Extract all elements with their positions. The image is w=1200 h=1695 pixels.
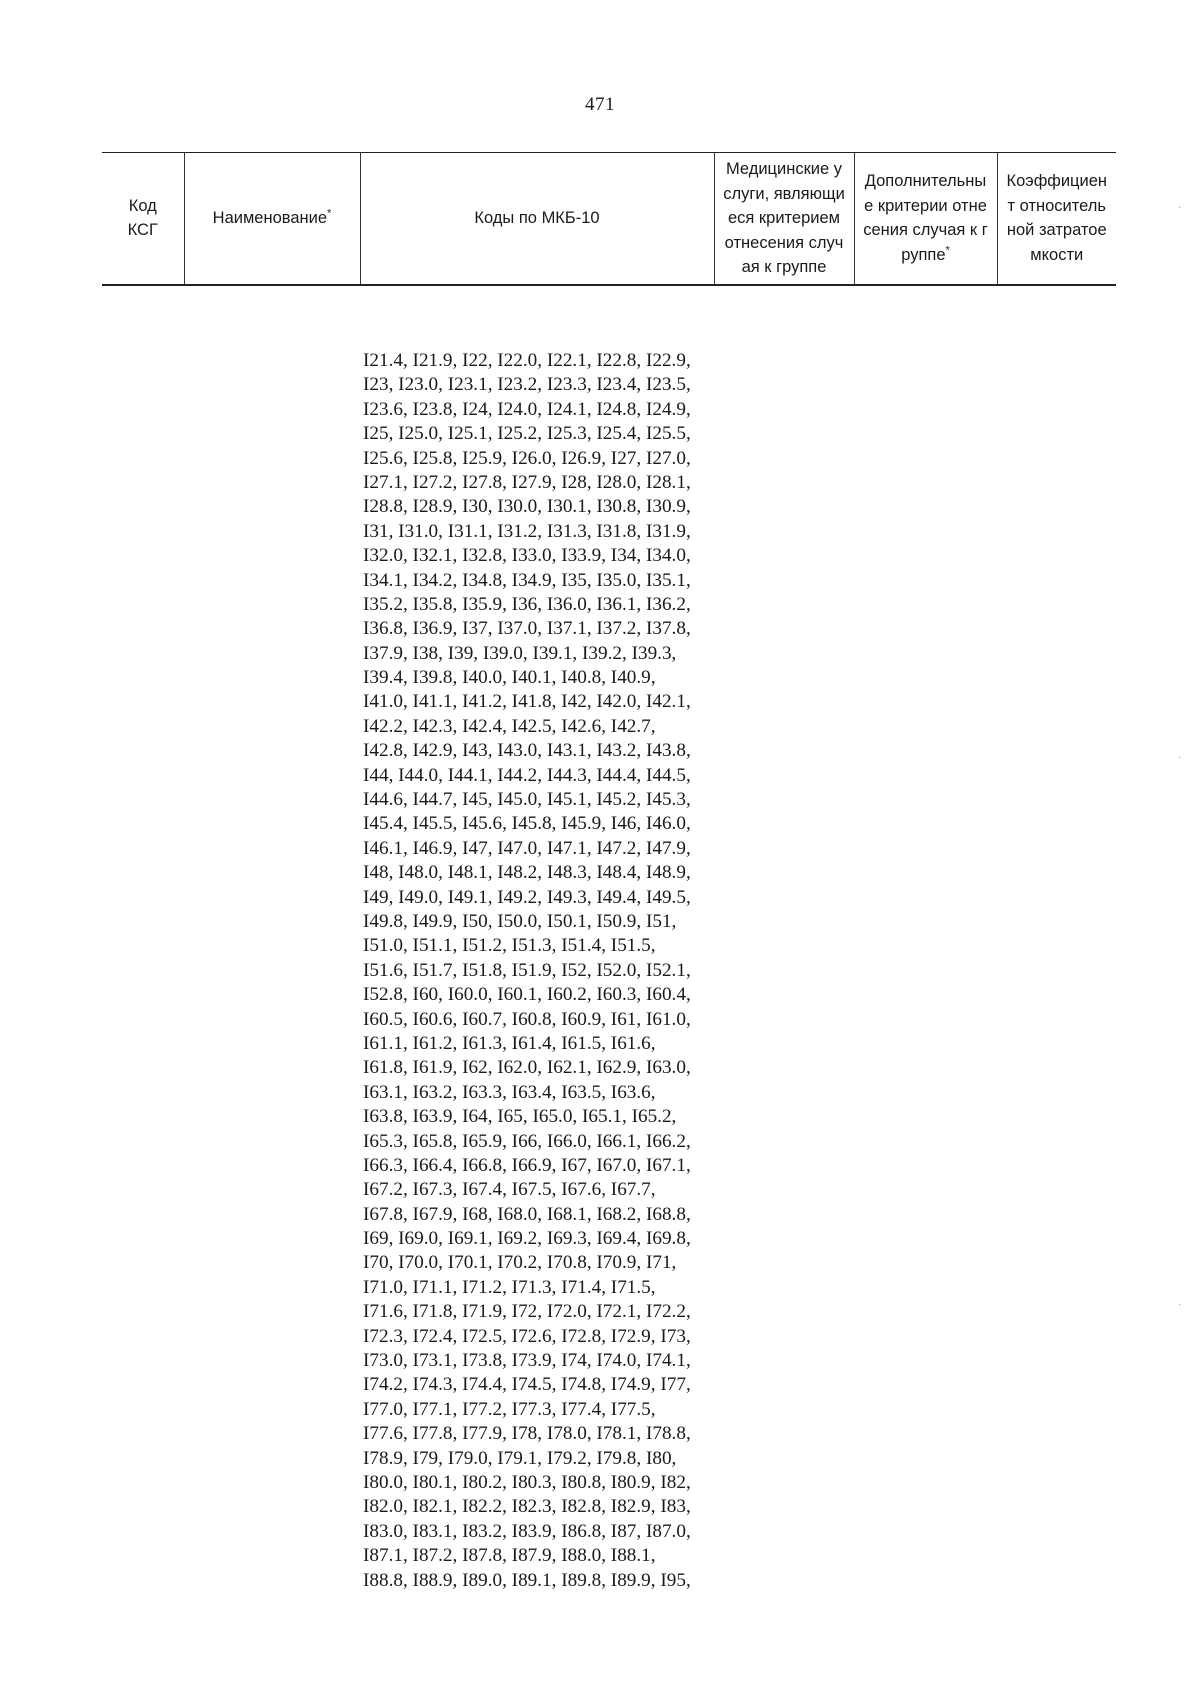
icd-codes-cell <box>363 349 713 1593</box>
icd-code-line: I60.5, I60.6, I60.7, I60.8, I60.9, I61, I61.0, <box>363 1008 691 1030</box>
column-header-name-label: Наименование <box>212 209 328 227</box>
column-header-coefficient <box>997 153 1116 285</box>
icd-code-line: I44, I44.0, I44.1, I44.2, I44.3, I44.4, I44.5, <box>363 764 691 786</box>
icd-code-line: I49.8, I49.9, I50, I50.0, I50.1, I50.9, I51, <box>363 910 677 932</box>
icd-code-line: I21.4, I21.9, I22, I22.0, I22.1, I22.8, I22.9, <box>363 350 691 371</box>
icd-code-line: I34.1, I34.2, I34.8, I34.9, I35, I35.0, I35.1, <box>363 569 691 591</box>
icd-code-line: I28.8, I28.9, I30, I30.0, I30.1, I30.8, I30.9, <box>363 496 691 518</box>
icd-code-line: I61.8, I61.9, I62, I62.0, I62.1, I62.9, I63.0, <box>363 1057 691 1079</box>
icd-code-line: I48, I48.0, I48.1, I48.2, I48.3, I48.4, I48.9, <box>363 862 691 884</box>
icd-code-line: I31, I31.0, I31.1, I31.2, I31.3, I31.8, I31.9, <box>363 520 691 542</box>
icd-code-line: I35.2, I35.8, I35.9, I36, I36.0, I36.1, I36.2, <box>363 593 691 615</box>
icd-code-line: I36.8, I36.9, I37, I37.0, I37.1, I37.2, I37.8, <box>363 618 691 640</box>
icd-code-line: I46.1, I46.9, I47, I47.0, I47.1, I47.2, I47.9, <box>363 837 691 859</box>
icd-code-line: I77.6, I77.8, I77.9, I78, I78.0, I78.1, I78.8, <box>363 1423 691 1445</box>
column-header-extra-criteria <box>854 153 997 285</box>
icd-code-line: I25.6, I25.8, I25.9, I26.0, I26.9, I27, I27.0, <box>363 447 691 469</box>
table-header-row <box>102 153 1116 285</box>
column-header-services <box>714 153 854 285</box>
column-header-name <box>184 153 360 285</box>
icd-code-line: I80.0, I80.1, I80.2, I80.3, I80.8, I80.9, I82, <box>363 1471 691 1493</box>
icd-code-line: I42.2, I42.3, I42.4, I42.5, I42.6, I42.7, <box>363 715 656 737</box>
column-header-icd-codes-label: Коды по МКБ-10 <box>474 209 600 227</box>
icd-code-line: I51.0, I51.1, I51.2, I51.3, I51.4, I51.5, <box>363 935 656 957</box>
icd-code-line: I83.0, I83.1, I83.2, I83.9, I86.8, I87, I87.0, <box>363 1520 691 1542</box>
icd-code-line: I39.4, I39.8, I40.0, I40.1, I40.8, I40.9, <box>363 667 656 689</box>
column-header-code-label: Код КСГ <box>127 196 158 240</box>
icd-code-line: I87.1, I87.2, I87.8, I87.9, I88.0, I88.1, <box>363 1545 656 1567</box>
icd-code-line: I41.0, I41.1, I41.2, I41.8, I42, I42.0, I42.1, <box>363 691 691 713</box>
icd-code-line: I88.8, I88.9, I89.0, I89.1, I89.8, I89.9, I95, <box>363 1569 691 1591</box>
column-header-coefficient-label: Коэффициент относительной затратоемкости <box>1006 172 1108 264</box>
scan-speck: · <box>1178 1300 1182 1311</box>
icd-code-line: I71.0, I71.1, I71.2, I71.3, I71.4, I71.5, <box>363 1276 656 1298</box>
icd-code-line: I27.1, I27.2, I27.8, I27.9, I28, I28.0, I28.1, <box>363 471 691 493</box>
icd-code-line: I63.1, I63.2, I63.3, I63.4, I63.5, I63.6, <box>363 1081 656 1103</box>
icd-code-line: I37.9, I38, I39, I39.0, I39.1, I39.2, I39.3, <box>363 642 677 664</box>
icd-code-line: I74.2, I74.3, I74.4, I74.5, I74.8, I74.9, I77, <box>363 1374 691 1396</box>
icd-code-line: I61.1, I61.2, I61.3, I61.4, I61.5, I61.6, <box>363 1032 656 1054</box>
icd-code-line: I71.6, I71.8, I71.9, I72, I72.0, I72.1, I72.2, <box>363 1301 691 1323</box>
icd-code-line: I51.6, I51.7, I51.8, I51.9, I52, I52.0, I52.1, <box>363 959 691 981</box>
column-header-code <box>102 153 184 285</box>
icd-code-line: I52.8, I60, I60.0, I60.1, I60.2, I60.3, I60.4, <box>363 984 691 1006</box>
table-header <box>102 152 1116 286</box>
icd-code-line: I42.8, I42.9, I43, I43.0, I43.1, I43.2, I43.8, <box>363 740 691 762</box>
column-header-services-label: Медицинские услуги, являющиеся критерием отнесения случая к группе <box>723 160 845 276</box>
column-header-name-footnote-mark: * <box>327 207 332 220</box>
icd-code-line: I73.0, I73.1, I73.8, I73.9, I74, I74.0, I74.1, <box>363 1350 691 1372</box>
icd-code-line: I78.9, I79, I79.0, I79.1, I79.2, I79.8, I80, <box>363 1447 677 1469</box>
column-header-extra-criteria-footnote-mark: * <box>945 244 950 257</box>
icd-code-line: I32.0, I32.1, I32.8, I33.0, I33.9, I34, I34.0, <box>363 545 691 567</box>
column-header-icd-codes <box>360 153 714 285</box>
icd-code-line: I49, I49.0, I49.1, I49.2, I49.3, I49.4, I49.5, <box>363 886 691 908</box>
icd-code-line: I66.3, I66.4, I66.8, I66.9, I67, I67.0, I67.1, <box>363 1154 691 1176</box>
icd-code-line: I67.2, I67.3, I67.4, I67.5, I67.6, I67.7, <box>363 1179 656 1201</box>
icd-code-line: I44.6, I44.7, I45, I45.0, I45.1, I45.2, I45.3, <box>363 789 691 811</box>
icd-code-line: I25, I25.0, I25.1, I25.2, I25.3, I25.4, I25.5, <box>363 423 691 445</box>
scan-speck: · <box>1178 203 1182 214</box>
icd-code-line: I67.8, I67.9, I68, I68.0, I68.1, I68.2, I68.8, <box>363 1203 691 1225</box>
page-number: 471 <box>585 94 615 115</box>
icd-code-line: I63.8, I63.9, I64, I65, I65.0, I65.1, I65.2, <box>363 1106 677 1128</box>
icd-code-line: I70, I70.0, I70.1, I70.2, I70.8, I70.9, I71, <box>363 1252 677 1274</box>
column-header-extra-criteria-label: Дополнительные критерии отнесения случая к группе <box>863 172 988 264</box>
icd-code-line: I82.0, I82.1, I82.2, I82.3, I82.8, I82.9, I83, <box>363 1496 691 1518</box>
icd-code-line: I45.4, I45.5, I45.6, I45.8, I45.9, I46, I46.0, <box>363 813 691 835</box>
icd-code-line: I23.6, I23.8, I24, I24.0, I24.1, I24.8, I24.9, <box>363 398 691 420</box>
icd-code-line: I72.3, I72.4, I72.5, I72.6, I72.8, I72.9, I73, <box>363 1325 691 1347</box>
scan-speck: · <box>1178 753 1182 764</box>
icd-code-line: I69, I69.0, I69.1, I69.2, I69.3, I69.4, I69.8, <box>363 1228 691 1250</box>
icd-code-line: I77.0, I77.1, I77.2, I77.3, I77.4, I77.5, <box>363 1398 656 1420</box>
icd-code-line: I65.3, I65.8, I65.9, I66, I66.0, I66.1, I66.2, <box>363 1130 691 1152</box>
icd-code-line: I23, I23.0, I23.1, I23.2, I23.3, I23.4, I23.5, <box>363 374 691 396</box>
